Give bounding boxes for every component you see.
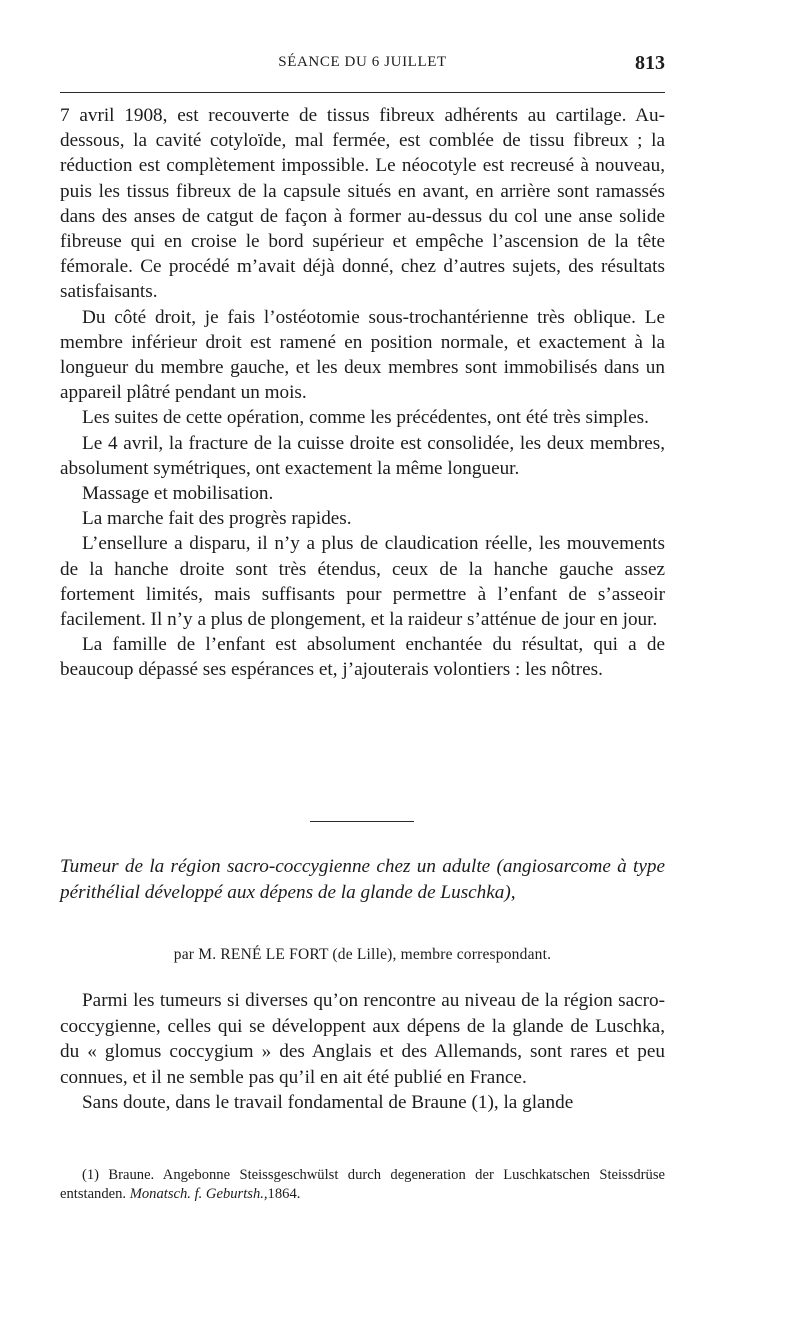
header-rule	[60, 92, 665, 93]
section-separator	[310, 821, 414, 822]
paragraph: La famille de l’enfant est absolument enchantée du résultat, qui a de beaucoup dépassé ses espérances et, j’ajouterais volontiers : les nôtres.	[60, 634, 665, 681]
paragraph: La marche fait des progrès rapides.	[82, 508, 352, 530]
paragraph: L’ensellure a disparu, il n’y a plus de claudication réelle, les mouvements de la hanche droite sont très étendus, ceux de la hanche gauche assez fortement limités, mais suffisants pour permettre à l’enfant de s’asseoir facilement. Il n’y a plus de plongement, et la raideur s’atténue de jour en jour.	[60, 533, 665, 631]
paragraph: Le 4 avril, la fracture de la cuisse droite est consolidée, les deux membres, absolument symétriques, ont exactement la même longueur.	[60, 432, 665, 479]
footnote-journal: Monatsch. f. Geburtsh.,	[129, 1186, 268, 1202]
footnote	[60, 1166, 665, 1204]
paragraph: Sans doute, dans le travail fondamental de Braune (1), la glande	[82, 1092, 574, 1114]
paragraph: Parmi les tumeurs si diverses qu’on rencontre au niveau de la région sacro-coccygienne, celles qui se développent aux dépens de la glande de Luschka, du « glomus coccygium » des Anglais et des Allemands, sont rares et peu connues, et il ne semble pas qu’il en ait été publié en France.	[60, 990, 665, 1088]
article-title: Tumeur de la région sacro-coccygienne chez un adulte (angiosarcome à type périthélial développé aux dépens de la glande de Luschka),	[60, 856, 665, 903]
paragraph: Massage et mobilisation.	[82, 483, 274, 505]
paragraph: Les suites de cette opération, comme les précédentes, ont été très simples.	[82, 407, 649, 429]
page-number: 813	[635, 52, 665, 74]
footnote-text: (1) Braune. Angebonne Steissgeschwülst durch degeneration der Luschkatschen Steissdrüse entstanden.	[60, 1167, 665, 1202]
page-header	[60, 52, 665, 82]
footnote-year: 1864.	[267, 1186, 301, 1202]
running-title: SÉANCE DU 6 JUILLET	[278, 54, 447, 70]
paragraph: 7 avril 1908, est recouverte de tissus fibreux adhérents au cartilage. Au-dessous, la cavité cotyloïde, mal fermée, est comblée de tissu fibreux ; la réduction est complètement impossible. Le néocotyle est recreusé à nouveau, puis les tissus fibreux de la capsule situés en avant, en arrière sont ramassés dans des anses de catgut de façon à former au-dessus du col une anse solide fibreuse qui en croise le bord supérieur et empêche l’ascension de la tête fémorale. Ce procédé m’avait déjà donné, chez d’autres sujets, des résultats satisfaisants.	[60, 105, 665, 303]
body-text	[60, 103, 665, 683]
article-byline: par M. RENÉ LE FORT (de Lille), membre correspondant.	[173, 946, 552, 963]
paragraph: Du côté droit, je fais l’ostéotomie sous-trochantérienne très oblique. Le membre inférieur droit est ramené en position normale, et exactement à la longueur du membre gauche, et les deux membres sont immobilisés dans un appareil plâtré pendant un mois.	[60, 306, 665, 404]
article-body	[60, 988, 665, 1116]
